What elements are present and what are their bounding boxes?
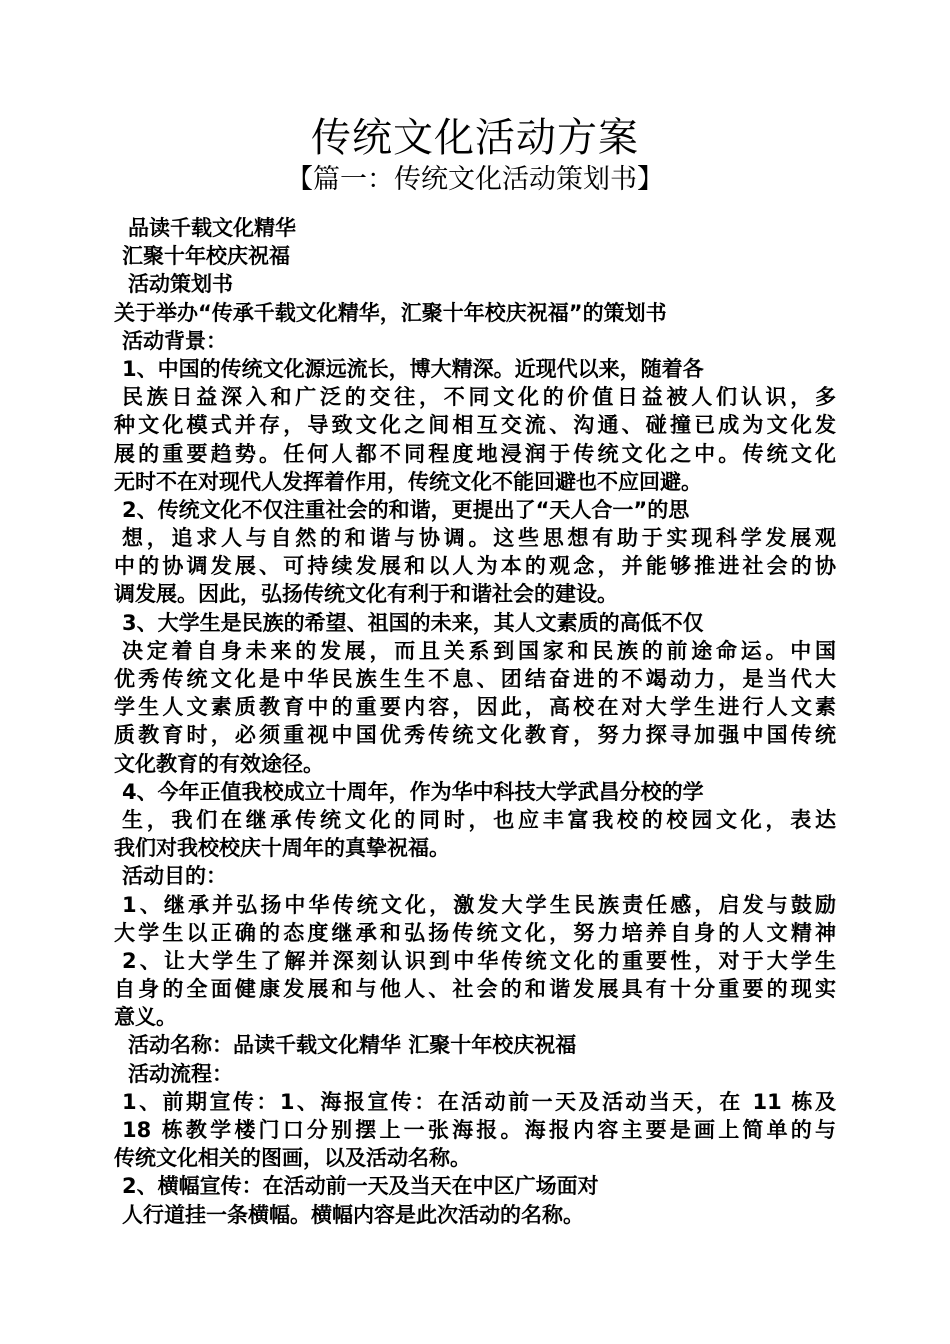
paragraph-line: 中的协调发展、可持续发展和以人为本的观念，并能够推进社会的协 [114, 554, 836, 579]
paragraph-line: 18 栋教学楼门口分别摆上一张海报。海报内容主要是画上简单的与 [122, 1118, 836, 1142]
paragraph-line: 大学生以正确的态度继承和弘扬传统文化，努力培养自身的人文精神 [114, 920, 836, 945]
paragraph-line: 想，追求人与自然的和谐与协调。这些思想有助于实现科学发展观 [122, 526, 836, 551]
paragraph-line: 展的重要趋势。任何人都不同程度地浸润于传统文化之中。传统文化 [114, 441, 836, 466]
paragraph-line: 无时不在对现代人发挥着作用，传统文化不能回避也不应回避。 [114, 469, 702, 494]
paragraph-line: 关于举办“传承千载文化精华，汇聚十年校庆祝福”的策划书 [114, 300, 667, 325]
paragraph-line: 传统文化相关的图画，以及活动名称。 [114, 1146, 471, 1171]
paragraph-line: 生，我们在继承传统文化的同时，也应丰富我校的校园文化，表达 [122, 807, 836, 832]
paragraph-line: 学生人文素质教育中的重要内容，因此，高校在对大学生进行人文素 [114, 695, 836, 720]
paragraph-line: 文化教育的有效途径。 [114, 751, 324, 776]
paragraph-line: 2、让大学生了解并深刻认识到中华传统文化的重要性，对于大学生 [122, 948, 836, 973]
paragraph-line: 自身的全面健康发展和与他人、社会的和谐发展具有十分重要的现实 [114, 977, 836, 1002]
paragraph-line: 质教育时，必须重视中国优秀传统文化教育，努力探寻加强中国传统 [114, 723, 836, 748]
paragraph-line: 1、前期宣传：1、海报宣传：在活动前一天及活动当天，在 11 栋及 [122, 1089, 836, 1114]
paragraph-line: 人行道挂一条横幅。横幅内容是此次活动的名称。 [122, 1202, 584, 1227]
heading-line: 品读千载文化精华 [128, 216, 296, 240]
paragraph-line: 我们对我校校庆十周年的真挚祝福。 [114, 836, 450, 861]
paragraph-line: 4、今年正值我校成立十周年，作为华中科技大学武昌分校的学 [122, 779, 704, 804]
paragraph-line: 2、横幅宣传：在活动前一天及当天在中区广场面对 [122, 1174, 599, 1199]
paragraph-line: 优秀传统文化是中华民族生生不息、团结奋进的不竭动力，是当代大 [114, 667, 836, 691]
heading-line: 汇聚十年校庆祝福 [122, 244, 290, 269]
section-heading: 活动背景： [122, 328, 227, 353]
paragraph-line: 3、大学生是民族的希望、祖国的未来，其人文素质的高低不仅 [122, 610, 704, 635]
document-body [114, 214, 836, 1229]
paragraph-line: 民族日益深入和广泛的交往，不同文化的价值日益被人们认识，多 [122, 385, 836, 410]
paragraph-line: 决定着自身未来的发展，而且关系到国家和民族的前途命运。中国 [122, 638, 836, 663]
paragraph-line: 调发展。因此，弘扬传统文化有利于和谐社会的建设。 [114, 582, 618, 607]
document-title: 传统文化活动方案 [311, 115, 639, 161]
section-heading: 活动流程： [128, 1061, 233, 1086]
section-heading: 活动目的： [122, 864, 227, 889]
paragraph-line: 意义。 [114, 1005, 177, 1030]
paragraph-line: 种文化模式并存，导致文化之间相互交流、沟通、碰撞已成为文化发 [114, 413, 836, 438]
paragraph-line: 2、传统文化不仅注重社会的和谐，更提出了“天人合一”的思 [122, 497, 690, 522]
heading-line: 活动策划书 [128, 272, 233, 297]
section-heading: 活动名称：品读千载文化精华 汇聚十年校庆祝福 [128, 1033, 577, 1058]
document-subtitle: 【篇一：传统文化活动策划书】 [286, 164, 664, 195]
paragraph-line: 1、中国的传统文化源远流长，博大精深。近现代以来，随着各 [122, 356, 704, 381]
paragraph-line: 1、继承并弘扬中华传统文化，激发大学生民族责任感，启发与鼓励 [122, 892, 836, 917]
